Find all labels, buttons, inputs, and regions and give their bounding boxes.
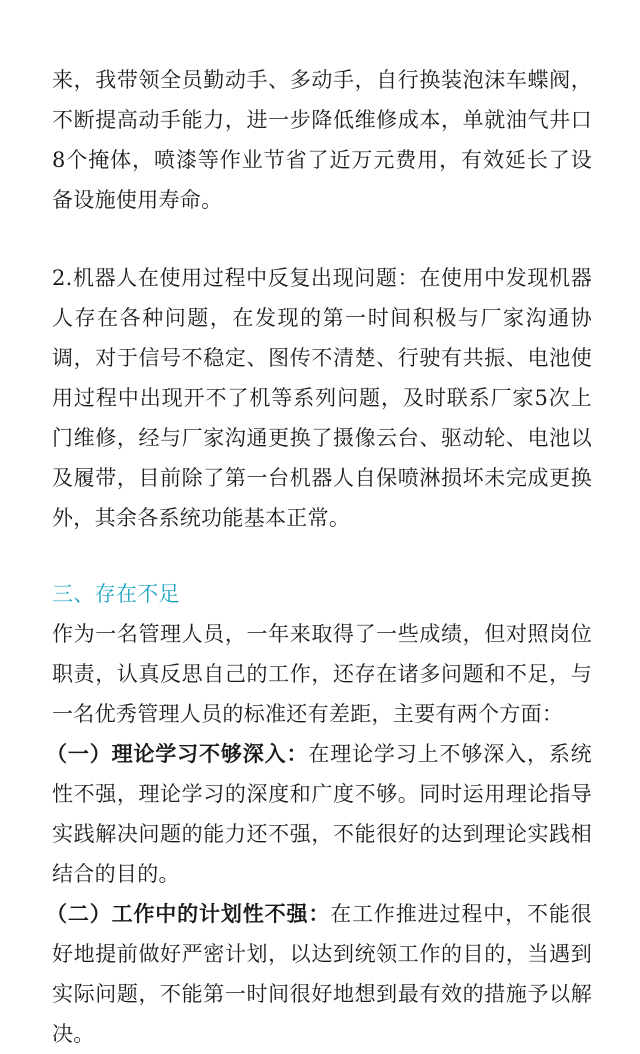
paragraph-maintenance: 来，我带领全员勤动手、多动手，自行换装泡沫车蝶阀，不断提高动手能力，进一步降低维修成本，单就油气井口8个掩体，喷漆等作业节省了近万元费用，有效延长了设备设施使用寿命。 (52, 68, 592, 212)
paragraph-robot-issues: 2.机器人在使用过程中反复出现问题：在使用中发现机器人存在各种问题，在发现的第一时间积极与厂家沟通协调，对于信号不稳定、图传不清楚、行驶有共振、电池使用过程中出现开不了机等系列问题，及时联系厂家5次上门维修，经与厂家沟通更换了摄像云台、驱动轮、电池以及履带，目前除了第一台机器人自保喷淋损坏未完成更换外，其余各系统功能基本正常。 (52, 266, 592, 530)
section-heading: 三、存在不足 (52, 582, 180, 606)
paragraph-shortcomings-intro: 作为一名管理人员，一年来取得了一些成绩，但对照岗位职责，认真反思自己的工作，还存在诸多问题和不足，与一名优秀管理人员的标准还有差距，主要有两个方面： (52, 622, 592, 726)
item-theory-study-title: （一）理论学习不够深入： (46, 742, 309, 766)
item-work-planning-body: 在工作推进过程中，不能很好地提前做好严密计划，以达到统领工作的目的，当遇到实际问题，不能第一时间很好地想到最有效的措施予以解决。 (52, 902, 592, 1046)
document-page (46, 60, 592, 1054)
paragraph-spacer (52, 538, 592, 574)
item-work-planning (46, 894, 592, 1054)
item-theory-study (46, 734, 592, 894)
item-theory-study-body: 在理论学习上不够深入，系统性不强，理论学习的深度和广度不够。同时运用理论指导实践解决问题的能力还不强，不能很好的达到理论实践相结合的目的。 (52, 742, 592, 886)
paragraph-spacer (52, 220, 592, 258)
item-work-planning-title: （二）工作中的计划性不强： (46, 902, 331, 926)
